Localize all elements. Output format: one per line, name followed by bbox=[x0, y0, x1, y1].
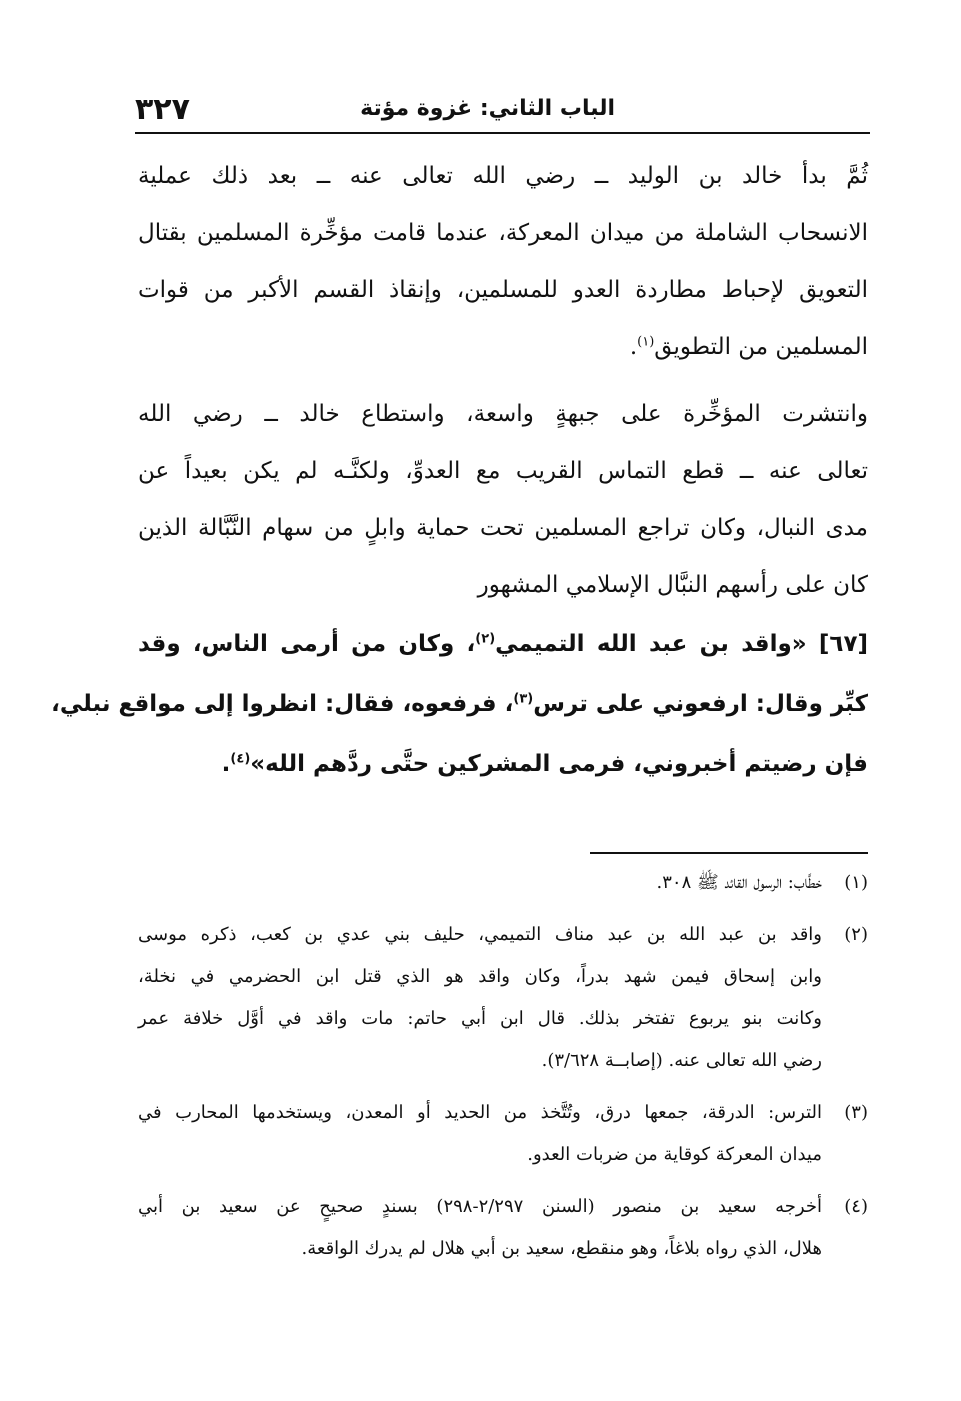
header-rule bbox=[135, 132, 870, 134]
footnote-3 bbox=[138, 1092, 868, 1176]
text-span: كبِّر وقال: ارفعوني على ترس bbox=[533, 691, 868, 717]
quote-line bbox=[138, 734, 868, 794]
footnote-line: أخرجه سعيد بن منصور (السنن ٢/٢٩٧-٢٩٨) بسندٍ صحيحٍ عن سعيد بن أبي bbox=[138, 1196, 822, 1217]
footnote-marker: (٢) bbox=[844, 924, 868, 945]
text-span: ، فرفعوه، فقال: انظروا إلى مواقع نبلي، bbox=[51, 691, 514, 717]
text-line bbox=[138, 319, 868, 376]
paragraph-2 bbox=[138, 386, 868, 614]
footnotes bbox=[138, 862, 868, 1280]
footnote-marker: (١) bbox=[844, 872, 868, 893]
paragraph-gap bbox=[138, 376, 868, 386]
footnote-1 bbox=[138, 862, 868, 904]
footnote-line: وابن إسحاق فيمن شهد بدراً، وكان واقد هو الذي قتل ابن الحضرمي في نخلة، bbox=[138, 966, 822, 987]
footnote-ref[interactable]: (١) bbox=[637, 334, 655, 350]
text-span: ، وكان من أرمى الناس، وقد bbox=[138, 631, 476, 657]
footnote-ref[interactable]: (٢) bbox=[475, 631, 496, 647]
running-title: الباب الثاني: غزوة مؤتة bbox=[360, 96, 615, 121]
text-span: المسلمين من التطويق bbox=[654, 334, 868, 360]
footnote-line: الترس: الدرقة، جمعها درق، وتُتَّخذ من الحديد أو المعدن، ويستخدمها المحارب في bbox=[138, 1102, 822, 1123]
text-line: الانسحاب الشاملة من ميدان المعركة، عندما قامت مؤخِّرة المسلمين بقتال bbox=[138, 220, 868, 246]
footnote-line: هلال، الذي رواه بلاغاً، وهو منقطع، سعيد بن أبي هلال لم يدرك الواقعة. bbox=[301, 1238, 822, 1259]
footnote-line: ميدان المعركة كوقاية من ضربات العدو. bbox=[527, 1144, 822, 1165]
text-line: ثُمَّ بدأ خالد بن الوليد ــ رضي الله تعالى عنه ــ بعد ذلك عملية bbox=[138, 163, 868, 189]
text-span: . bbox=[221, 751, 231, 777]
footnote-rule bbox=[590, 852, 868, 854]
text-line: تعالى عنه ــ قطع التماس القريب مع العدوِّ، ولكنَّـه لم يكن بعيداً عن bbox=[138, 458, 868, 484]
footnote-ref[interactable]: (٤) bbox=[230, 751, 251, 767]
quote-line bbox=[51, 674, 868, 734]
footnote-line: واقد بن عبد الله بن عبد مناف التميمي، حليف بني عدي بن كعب، ذكره موسى bbox=[138, 924, 822, 945]
text-line: كان على رأسهم النبَّال الإسلامي المشهور bbox=[477, 572, 868, 598]
text-span: «واقد بن عبد الله التميمي bbox=[495, 631, 807, 657]
main-text bbox=[51, 148, 868, 794]
quote-line bbox=[138, 614, 868, 674]
paragraph-1 bbox=[138, 148, 868, 376]
footnote-line: رضي الله تعالى عنه. (إصابــة ٣/٦٢٨). bbox=[541, 1050, 822, 1071]
quote-number: [٦٧] bbox=[818, 631, 868, 657]
page-header bbox=[135, 88, 870, 134]
footnote-line: وكانت بنو يربوع تفتخر بذلك. قال ابن أبي حاتم: مات واقد في أوَّل خلافة عمر bbox=[138, 1008, 822, 1029]
text-span: . bbox=[629, 334, 638, 360]
text-line: التعويق لإحباط مطاردة العدو للمسلمين، وإنقاذ القسم الأكبر من قوات bbox=[138, 277, 868, 303]
text-line: مدى النبال، وكان تراجع المسلمين تحت حماية وابلٍ من سهام النَّبَّالة الذين bbox=[138, 515, 868, 541]
text-span: فإن رضيتم أخبروني، فرمى المشركين حتَّى ردَّهم الله» bbox=[250, 751, 868, 777]
page-number: ٣٢٧ bbox=[135, 92, 190, 127]
quotation bbox=[51, 614, 868, 794]
footnote-4 bbox=[138, 1186, 868, 1270]
footnote-ref[interactable]: (٣) bbox=[513, 691, 534, 707]
footnote-line: خطَّاب: الرسول القائد ﷺ ٣٠٨. bbox=[656, 872, 822, 893]
footnote-marker: (٣) bbox=[844, 1102, 868, 1123]
footnote-2 bbox=[138, 914, 868, 1082]
text-line: وانتشرت المؤخِّرة على جبهةٍ واسعة، واستطاع خالد ــ رضي الله bbox=[138, 401, 868, 427]
footnote-marker: (٤) bbox=[844, 1196, 868, 1217]
